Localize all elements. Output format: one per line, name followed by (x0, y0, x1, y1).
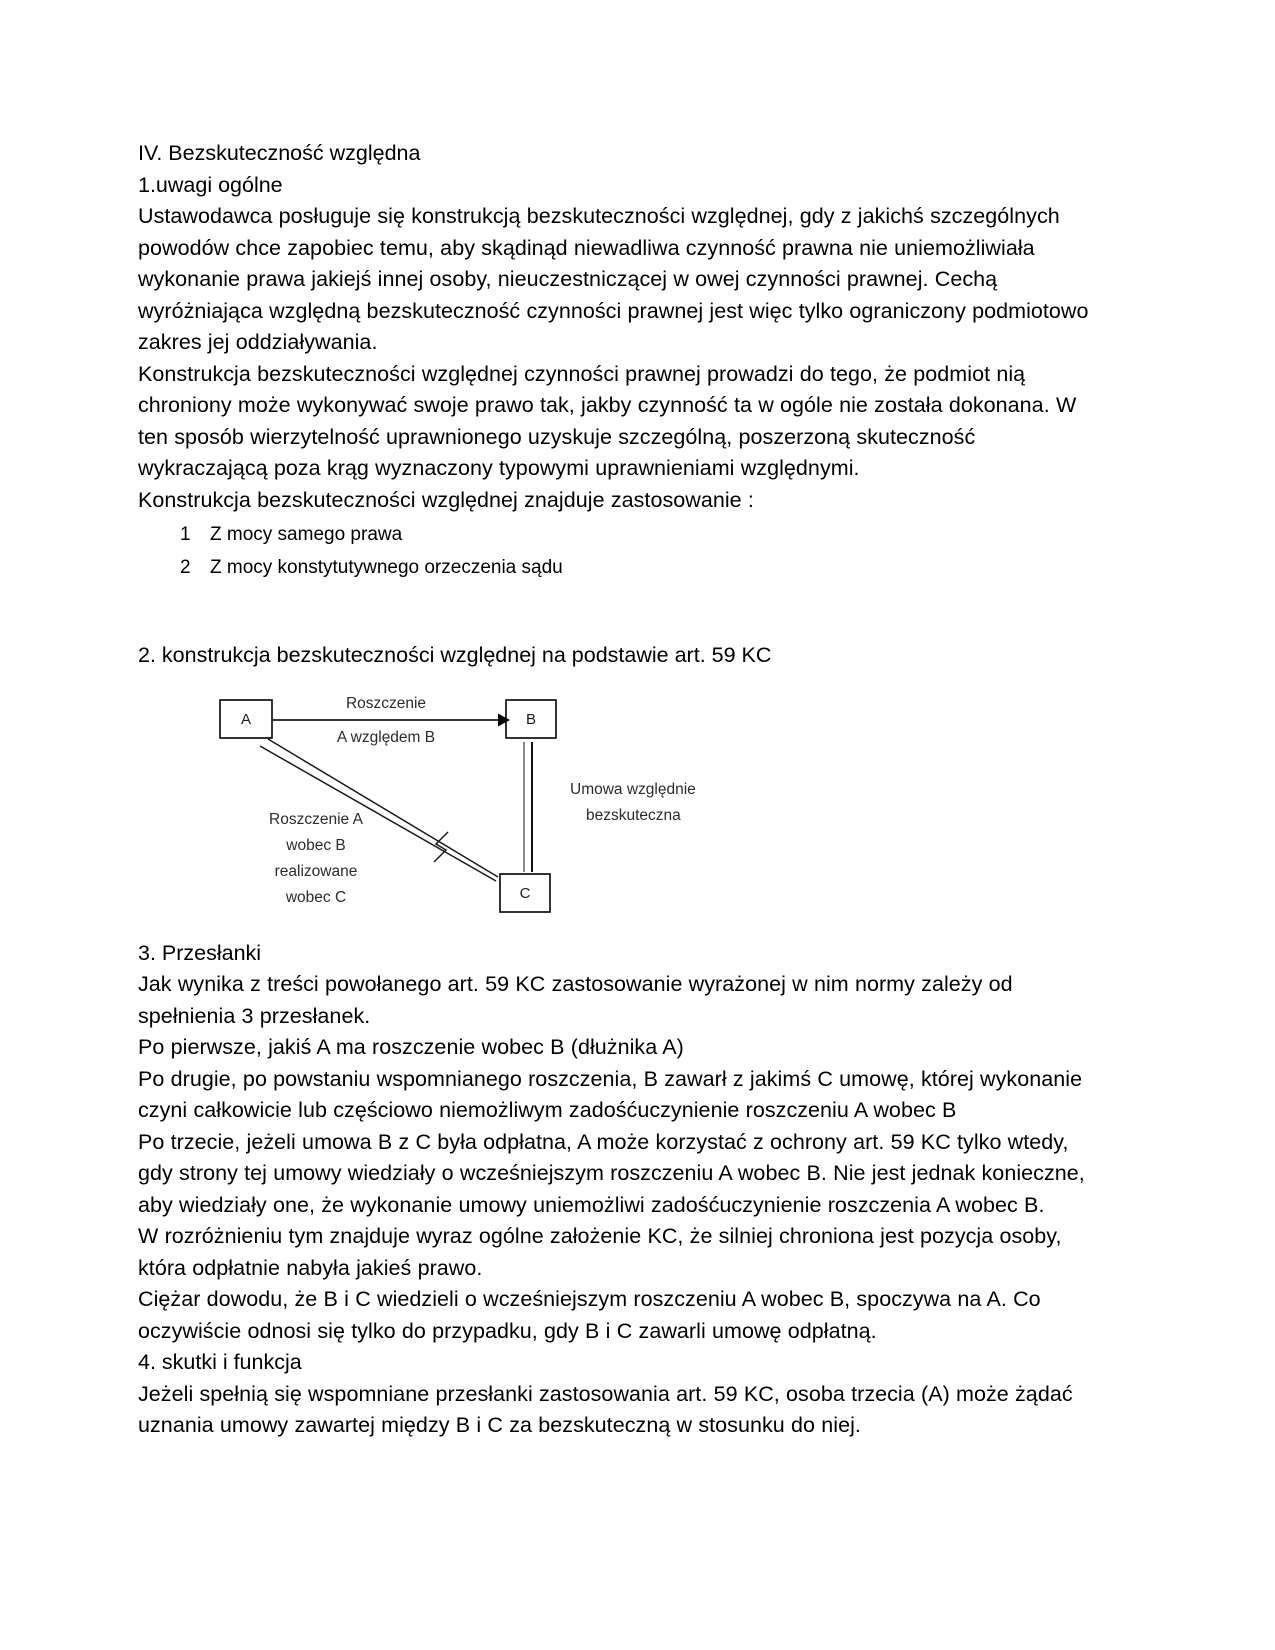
vertical-spacer (138, 584, 1093, 640)
diagram-label-roszczenie-a: Roszczenie A (269, 810, 363, 828)
diagram-node-c-label: C (519, 884, 531, 902)
list-item-label: Z mocy samego prawa (210, 524, 403, 545)
diagram-label-realizowane: realizowane (274, 862, 358, 880)
diagram-node-b-label: B (525, 710, 537, 728)
document-body (138, 138, 1093, 1442)
list-item-label: Z mocy konstytutywnego orzeczenia sądu (210, 557, 563, 578)
paragraph-ciezar-dowodu: Ciężar dowodu, że B i C wiedzieli o wcześniejszym roszczeniu A wobec B, spoczywa na A. Co oczywiście odnosi się tylko do przypadku, gdy B i C zawarli umowę odpłatną. (138, 1287, 1041, 1343)
diagram-label-umowa-wzglednie: Umowa względnie (570, 780, 696, 798)
paragraph-w-rozroznieniu: W rozróżnieniu tym znajduje wyraz ogólne założenie KC, że silniej chroniona jest pozycja osoby, która odpłatnie nabyła jakieś prawo. (138, 1224, 1062, 1280)
diagram-label-wobec-c: wobec C (285, 888, 347, 906)
heading-konstrukcja-art59: 2. konstrukcja bezskuteczności względnej na podstawie art. 59 KC (138, 643, 772, 667)
diagram-label-wobec-b: wobec B (286, 836, 346, 854)
paragraph-po-pierwsze: Po pierwsze, jakiś A ma roszczenie wobec B (dłużnika A) (138, 1035, 684, 1059)
paragraph-po-drugie: Po drugie, po powstaniu wspomnianego roszczenia, B zawarł z jakimś C umowę, której wykonanie czyni całkowicie lub częściowo niemożliwym zadośćuczynienie roszczeniu A wobec B (138, 1066, 1083, 1122)
list-item (138, 551, 1093, 584)
numbered-list (138, 518, 1093, 584)
diagram-label-bezskuteczna: bezskuteczna (586, 806, 681, 824)
paragraph-ustawodawca: Ustawodawca posługuje się konstrukcją bezskuteczności względnej, gdy z jakichś szczególnych powodów chce zapobiec temu, aby skądinąd niewadliwa czynność prawna nie uniemożliwiała wykonanie prawa jakiejś innej osoby, nieuczestniczącej w owej czynności prawnej. Cechą wyróżniająca względną bezskuteczność czynności prawnej jest więc tylko ograniczony podmiotowo zakres jej oddziaływania. (138, 204, 1089, 354)
diagram-node-a-label: A (240, 710, 252, 728)
heading-roman-four: IV. Bezskuteczność względna (138, 141, 421, 165)
heading-uwagi-ogolne: 1.uwagi ogólne (138, 172, 283, 197)
diagram-label-a-wzgledem-b: A względem B (336, 728, 436, 746)
paragraph-jak-wynika: Jak wynika z treści powołanego art. 59 KC zastosowanie wyrażonej w nim normy zależy od spełnienia 3 przesłanek. (138, 972, 1013, 1028)
paragraph-znajduje-zastosowanie: Konstrukcja bezskuteczności względnej znajduje zastosowanie : (138, 487, 754, 512)
heading-skutki-i-funkcja: 4. skutki i funkcja (138, 1350, 302, 1374)
paragraph-po-trzecie: Po trzecie, jeżeli umowa B z C była odpłatna, A może korzystać z ochrony art. 59 KC tylko wtedy, gdy strony tej umowy wiedziały o wcześniejszym roszczeniu A wobec B. Nie jest jednak konieczne, aby wiedziały one, że wykonanie umowy uniemożliwi zadośćuczynienie roszczenia A wobec B. (138, 1129, 1085, 1217)
heading-przeslanki: 3. Przesłanki (138, 940, 262, 965)
diagram-label-roszczenie: Roszczenie (345, 694, 427, 712)
diagram-arrow-a-to-c-line-upper (268, 739, 498, 877)
paragraph-jezeli-spelnia: Jeżeli spełnią się wspomniane przesłanki zastosowania art. 59 KC, osoba trzecia (A) może żądać uznania umowy zawartej między B i C za bezskuteczną w stosunku do niej. (138, 1381, 1073, 1437)
paragraph-konstrukcja-prowadzi: Konstrukcja bezskuteczności względnej czynności prawnej prowadzi do tego, że podmiot nią chroniony może wykonywać swoje prawo tak, jakby czynność ta w ogóle nie została dokonana. W ten sposób wierzytelność uprawnionego uzyskuje szczególną, poszerzoną skuteczność wykraczającą poza krąg wyznaczony typowymi uprawnieniami względnymi. (138, 361, 1077, 480)
list-item-number: 2 (180, 557, 191, 578)
list-item (138, 518, 1093, 551)
diagram-svg (198, 684, 818, 924)
list-item-number: 1 (180, 524, 191, 545)
diagram-art59-relationships (198, 684, 818, 924)
